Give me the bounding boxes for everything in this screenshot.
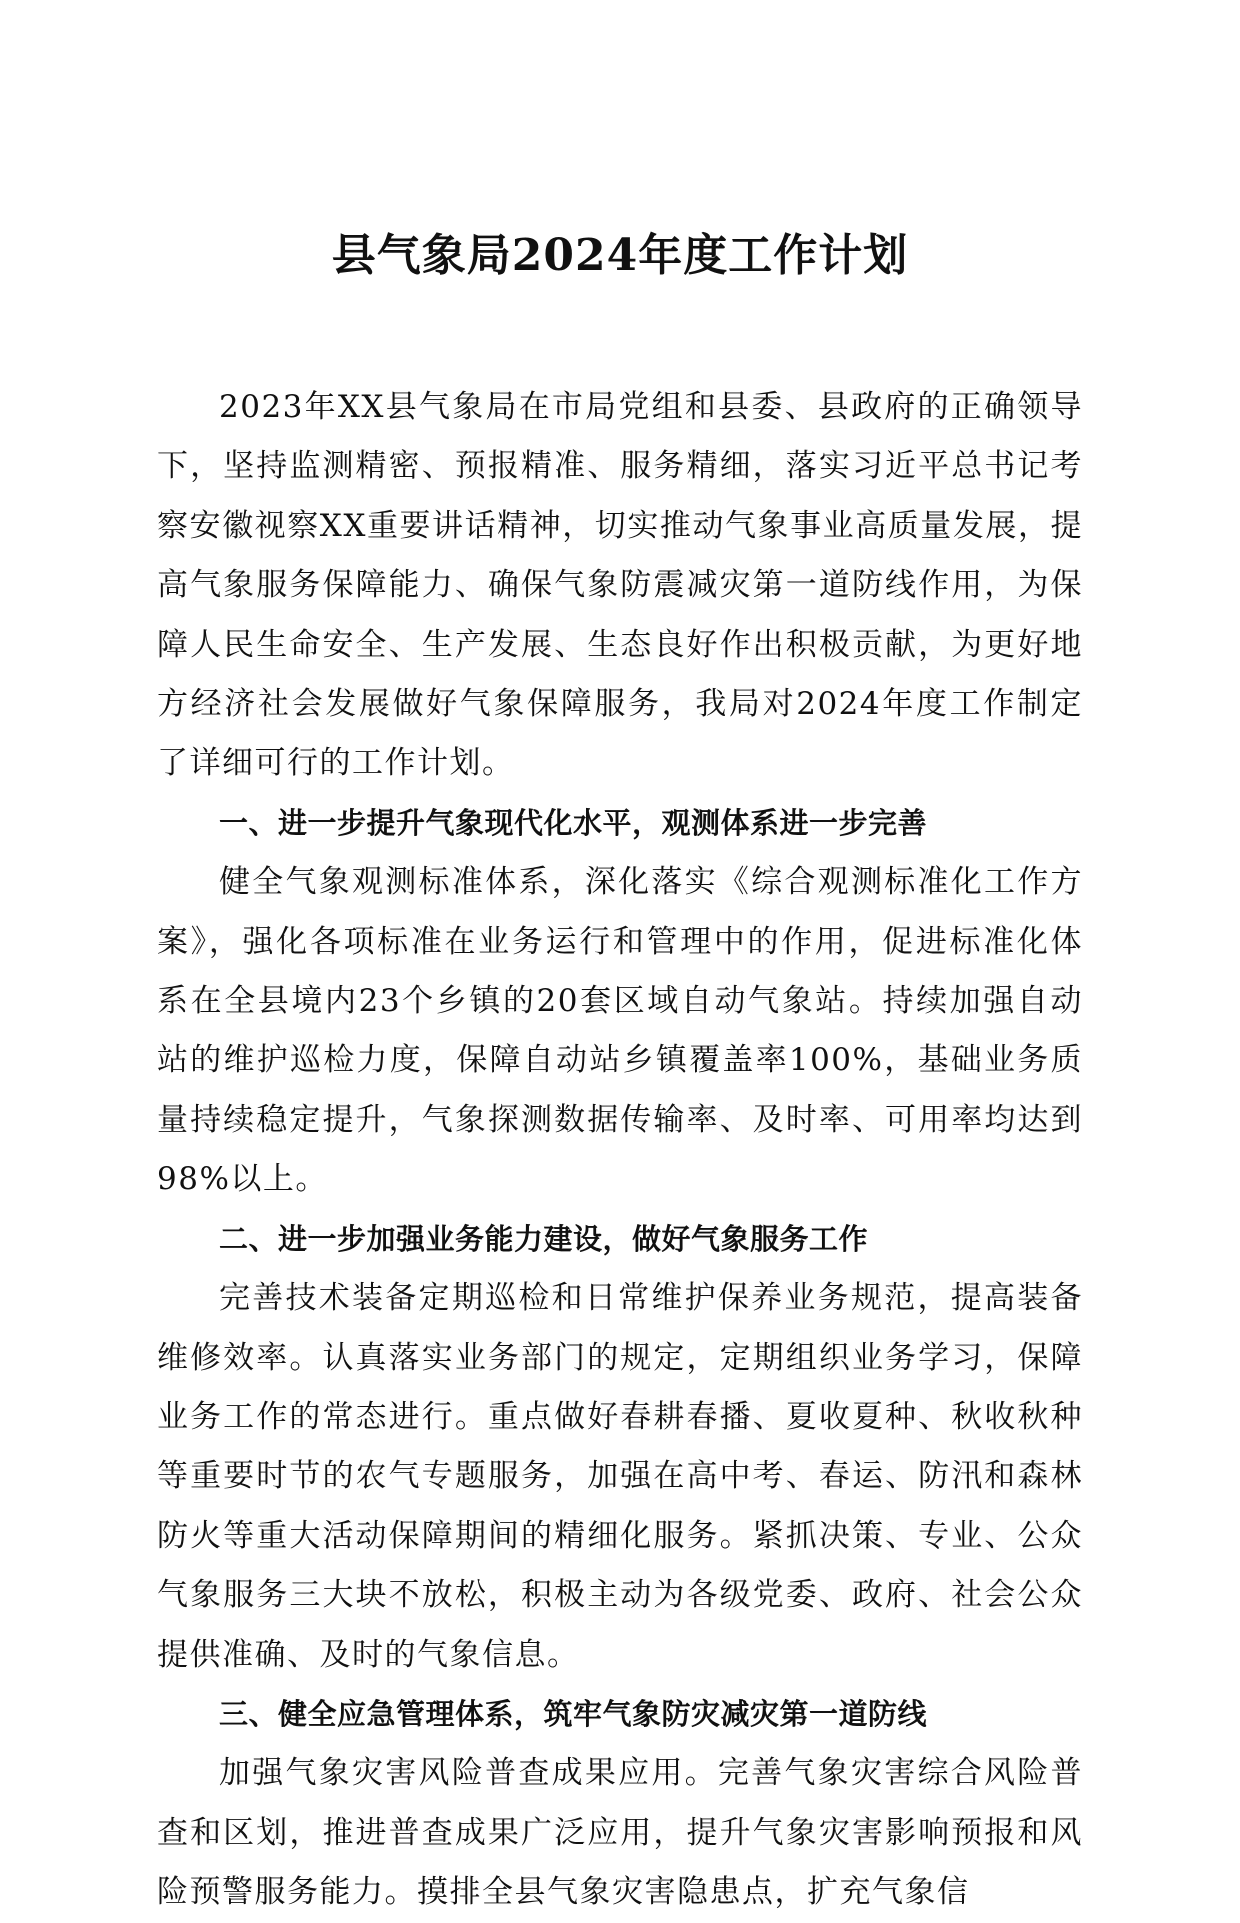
section-body-1: 健全气象观测标准体系，深化落实《综合观测标准化工作方案》，强化各项标准在业务运行和管理中的作用，促进标准化体系在全县境内23个乡镇的20套区域自动气象站。持续加强自动站的维护巡检力度，保障自动站乡镇覆盖率100%，基础业务质量持续稳定提升，气象探测数据传输率、及时率、可用率均达到98%以上。 [157,864,1083,1198]
intro-paragraph: 2023年XX县气象局在市局党组和县委、县政府的正确领导下，坚持监测精密、预报精准、服务精细，落实习近平总书记考察安徽视察XX重要讲话精神，切实推动气象事业高质量发展，提高气象服务保障能力、确保气象防震减灾第一道防线作用，为保障人民生命安全、生产发展、生态良好作出积极贡献，为更好地方经济社会发展做好气象保障服务，我局对2024年度工作制定了详细可行的工作计划。 [157,389,1083,782]
document-body [157,378,1083,1923]
document-title: 县气象局2024年度工作计划 [331,230,909,281]
section-body-3: 加强气象灾害风险普查成果应用。完善气象灾害综合风险普查和区划，推进普查成果广泛应用，提升气象灾害影响预报和风险预警服务能力。摸排全县气象灾害隐患点，扩充气象信 [157,1755,1083,1911]
section-heading-1: 一、进一步提升气象现代化水平，观测体系进一步完善 [219,805,928,840]
section-heading-2: 二、进一步加强业务能力建设，做好气象服务工作 [219,1221,869,1256]
section-heading-3: 三、健全应急管理体系，筑牢气象防灾减灾第一道防线 [219,1696,928,1731]
section-body-2: 完善技术装备定期巡检和日常维护保养业务规范，提高装备维修效率。认真落实业务部门的规定，定期组织业务学习，保障业务工作的常态进行。重点做好春耕春播、夏收夏种、秋收秋种等重要时节的农气专题服务，加强在高中考、春运、防汛和森林防火等重大活动保障期间的精细化服务。紧抓决策、专业、公众气象服务三大块不放松，积极主动为各级党委、政府、社会公众提供准确、及时的气象信息。 [157,1280,1083,1673]
